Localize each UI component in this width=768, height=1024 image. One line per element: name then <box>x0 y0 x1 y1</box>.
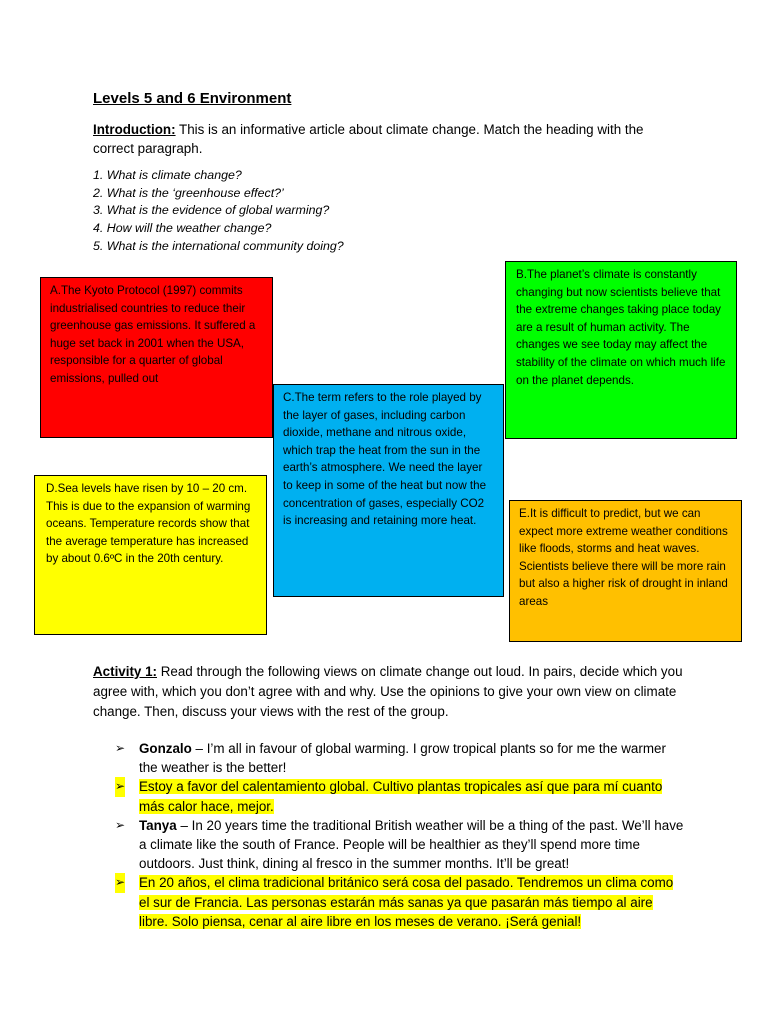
question-item: 3. What is the evidence of global warming? <box>93 203 330 218</box>
translation-item <box>115 873 685 931</box>
view-text: – I’m all in favour of global warming. I grow tropical plants so for me the warmer the weather is the better! <box>139 741 666 776</box>
arrow-bullet-icon: ➢ <box>115 817 126 832</box>
introduction-label: Introduction: <box>93 122 176 137</box>
view-text: – In 20 years time the traditional British weather will be a thing of the past. We’ll have a climate like the south of France. People will be healthier as they’ll spend more time outdoors. Just think, dining al fresco in the summer months. It’ll be great! <box>139 817 684 872</box>
arrow-bullet-icon: ➢ <box>115 741 126 755</box>
question-item: 2. What is the ‘greenhouse effect?’ <box>93 185 284 200</box>
activity-instructions <box>93 662 683 722</box>
view-item <box>115 816 685 874</box>
question-item: 4. How will the weather change? <box>93 221 272 236</box>
views-list <box>115 739 685 931</box>
speaker-name: Gonzalo <box>139 741 192 756</box>
translation-item <box>115 777 685 815</box>
question-list <box>93 167 493 256</box>
question-item: 1. What is climate change? <box>93 168 242 182</box>
page-title: Levels 5 and 6 Environment <box>93 90 292 107</box>
paragraph-box-c: C.The term refers to the role played by the layer of gases, including carbon dioxide, methane and nitrous oxide, which trap the heat from the sun in the earth’s atmosphere. We need the layer to keep in some of the heat but now the concentration of gases, especially CO2 is increasing and retaining more heat. <box>273 384 504 597</box>
paragraph-box-a: A.The Kyoto Protocol (1997) commits industrialised countries to reduce their greenhouse gas emissions. It suffered a huge set back in 2001 when the USA, responsible for a quarter of global emissions, pulled out <box>40 277 273 438</box>
translation-text: En 20 años, el clima tradicional británico será cosa del pasado. Tendremos un clima como el sur de Francia. Las personas estarán más sanas ya que pasarán más tiempo al aire libre. Solo piensa, cenar al aire libre en los meses de verano. ¡Será genial! <box>139 875 674 929</box>
introduction-text: This is an informative article about climate change. Match the heading with the correct paragraph. <box>93 122 644 156</box>
paragraph-box-b: B.The planet’s climate is constantly changing but now scientists believe that the extreme changes taking place today are a result of human activity. The changes we see today may affect the stability of the climate on which much life on the planet depends. <box>505 261 737 439</box>
question-item: 5. What is the international community doing? <box>93 238 344 253</box>
paragraph-box-d: D.Sea levels have risen by 10 – 20 cm. This is due to the expansion of warming oceans. Temperature records show that the average temperature has increased by about 0.6ºC in the 20th century. <box>34 475 267 635</box>
speaker-name: Tanya <box>139 817 177 833</box>
arrow-bullet-icon: ➢ <box>115 777 125 796</box>
introduction <box>93 120 673 158</box>
activity-text: Read through the following views on climate change out loud. In pairs, decide which you agree with, which you don’t agree with and why. Use the opinions to give your own view on climate change. Then, discuss your views with the rest of the group. <box>93 664 683 719</box>
view-item <box>115 739 685 777</box>
activity-label: Activity 1: <box>93 664 157 679</box>
arrow-bullet-icon: ➢ <box>115 873 125 892</box>
paragraph-box-e: E.It is difficult to predict, but we can expect more extreme weather conditions like floods, storms and heat waves. Scientists believe there will be more rain but also a higher risk of drought in inland areas <box>509 500 742 642</box>
translation-text: Estoy a favor del calentamiento global. Cultivo plantas tropicales así que para mí cuanto más calor hace, mejor. <box>139 779 663 814</box>
